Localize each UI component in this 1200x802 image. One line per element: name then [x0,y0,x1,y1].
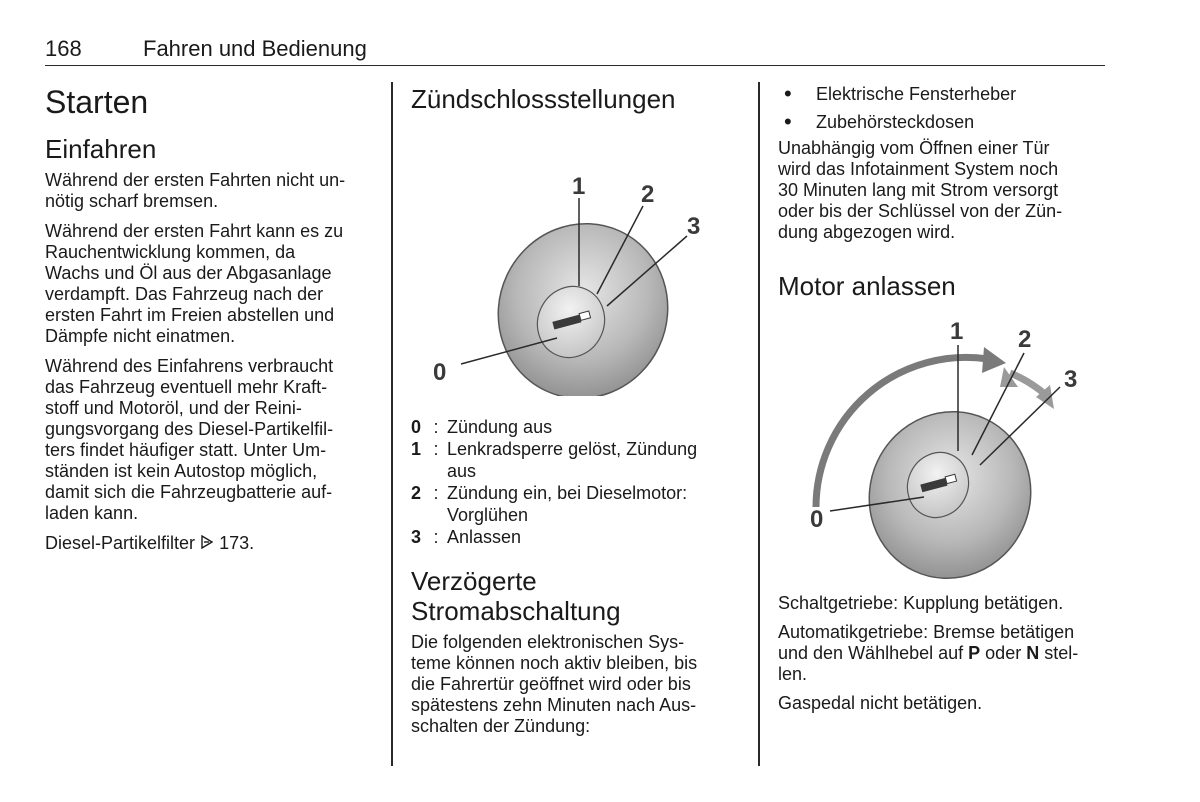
column-middle [411,82,741,737]
legend-separator: : [433,439,439,459]
legend-row [411,416,741,438]
legend-text: Zündung aus [447,417,553,437]
position-label-0: 0 [810,506,824,533]
position-label-3: 3 [1064,366,1078,393]
page-number: 168 [45,36,82,61]
position-label-2: 2 [641,181,655,208]
gear-p: P [968,643,981,663]
reference-page: 173. [219,533,255,553]
text-run: Automatikgetriebe: Bremse betätigen und den Wählhebel auf [778,622,1075,663]
paragraph: Während der ersten Fahrten nicht un- nötig scharf bremsen. [45,170,346,211]
legend-row [411,526,741,548]
legend-row [411,482,741,526]
position-legend [411,416,741,548]
legend-separator: : [433,417,439,437]
gear-n: N [1026,643,1040,663]
legend-text: Lenkradsperre gelöst, Zündung aus [447,439,698,481]
legend-key: 2 [411,483,422,503]
engine-start-figure [778,315,1108,585]
column-right [778,82,1108,714]
paragraph: Während des Einfahrens verbraucht das Fahrzeug eventuell mehr Kraft- stoff und Motoröl, und der Reini- gungsvorgang des Diesel-Partikelfil- ters findet häufiger statt. Unter Um- ständen ist kein Autostop möglich, damit sich die Fahrzeugbatterie auf- laden kann. [45,356,334,523]
column-divider [758,82,760,766]
column-left [45,82,375,563]
position-label-2: 2 [1018,326,1032,353]
section-heading: Motor anlassen [778,271,956,301]
position-label-0: 0 [433,359,447,386]
legend-separator: : [433,527,439,547]
position-label-3: 3 [687,213,701,240]
position-label-1: 1 [572,173,586,200]
legend-row [411,438,741,482]
legend-key: 1 [411,439,422,459]
section-title: Starten [45,84,149,120]
paragraph: Gaspedal nicht betätigen. [778,693,983,713]
cross-reference [45,533,375,554]
bullet-icon: • [784,81,792,106]
list-item-text: Elektrische Fensterheber [816,84,1017,104]
list-item [778,110,1108,134]
bullet-icon: • [784,109,792,134]
legend-key: 0 [411,417,422,437]
paragraph: Während der ersten Fahrt kann es zu Rauchentwicklung kommen, da Wachs und Öl aus der Abgasanlage verdampft. Das Fahrzeug nach der ersten Fahrt im Freien abstellen und Dämpfe nicht einatmen. [45,221,344,346]
list-item-text: Zubehörsteckdosen [816,112,975,132]
legend-separator: : [433,483,439,503]
section-heading: Verzögerte Stromabschaltung [411,566,621,626]
page-header [45,36,1105,66]
paragraph: Die folgenden elektronischen Sys- teme können noch aktiv bleiben, bis die Fahrertür geöffnet wird oder bis spätestens zehn Minuten nach Aus- schalten der Zündung: [411,632,698,736]
right-arrow-reference-icon [200,533,214,554]
rotation-arrow-head [982,347,1006,373]
ignition-positions-figure [411,126,741,396]
paragraph: Schaltgetriebe: Kupplung betätigen. [778,593,1064,613]
position-label-1: 1 [950,318,964,345]
reference-text: Diesel-Partikelfilter [45,533,196,553]
paragraph [778,622,1108,685]
legend-key: 3 [411,527,422,547]
chapter-title: Fahren und Bedienung [143,36,367,61]
section-heading: Zündschlossstellungen [411,84,676,114]
paragraph: Unabhängig vom Öffnen einer Tür wird das Infotainment System noch 30 Minuten lang mit Strom versorgt oder bis der Schlüssel von der Zün- dung abgezogen wird. [778,138,1063,242]
legend-text: Anlassen [447,527,522,547]
text-run: stel- len. [778,643,1079,684]
legend-text: Zündung ein, bei Dieselmotor: Vorglühen [447,483,688,525]
subsection-title: Einfahren [45,134,157,164]
column-divider [391,82,393,766]
text-run: oder [980,643,1027,663]
list-item [778,82,1108,106]
